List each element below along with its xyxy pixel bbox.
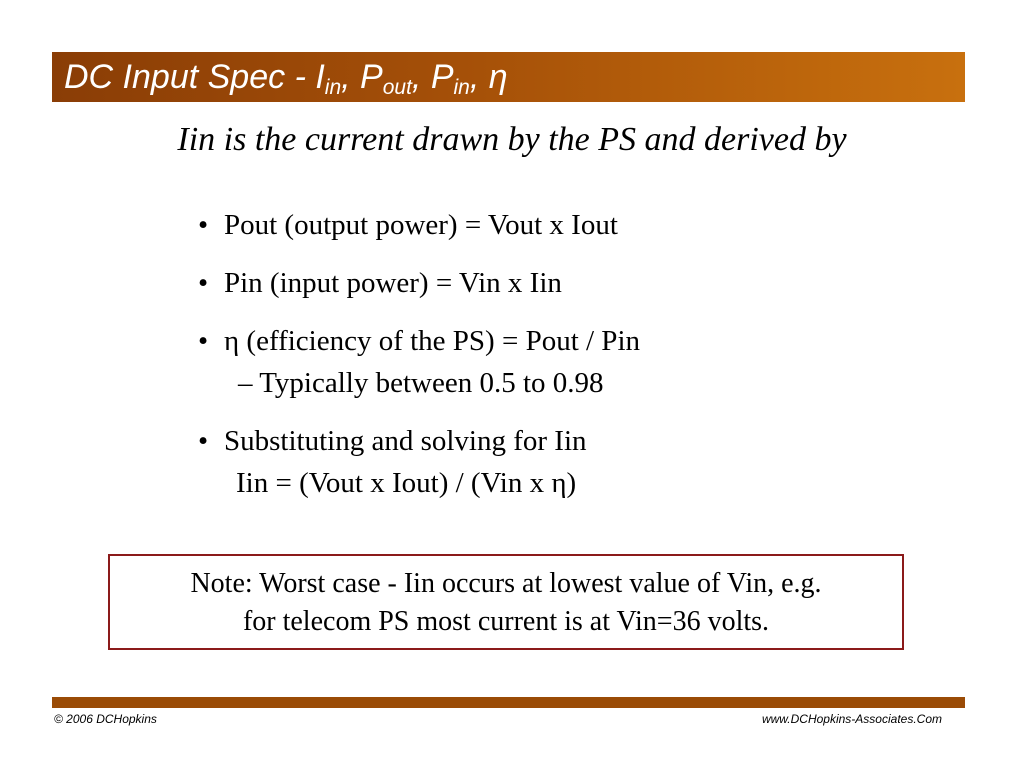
bullet-text: Pout (output power) = Vout x Iout: [224, 209, 618, 241]
note-line-2: for telecom PS most current is at Vin=36 volts.: [242, 606, 770, 637]
bullet-item: [198, 320, 818, 362]
note-line-1: Note: Worst case - Iin occurs at lowest value of Vin, e.g.: [190, 568, 822, 599]
bullet-text: Pin (input power) = Vin x Iin: [224, 267, 562, 299]
bullet-item: [198, 204, 818, 246]
slide-subtitle: Iin is the current drawn by the PS and derived by: [177, 121, 847, 158]
bullet-marker: •: [198, 209, 209, 241]
title-separator: , P: [341, 58, 383, 96]
bullet-text: η (efficiency of the PS) = Pout / Pin: [224, 325, 640, 357]
title-prefix: DC Input Spec - I: [64, 58, 325, 96]
formula: Iin = (Vout x Iout) / (Vin x η): [236, 467, 577, 499]
footer-bar: [52, 697, 965, 708]
bullet-marker: •: [198, 425, 209, 457]
note-box: [108, 554, 904, 650]
footer-website: www.DCHopkins-Associates.Com: [761, 712, 942, 726]
bullet-item: [198, 420, 818, 462]
title-subscript-in: in: [324, 76, 342, 99]
title-suffix: , η: [469, 58, 508, 96]
title-separator: , P: [411, 58, 454, 96]
title-bar: [52, 52, 965, 102]
sub-bullet: – Typically between 0.5 to 0.98: [238, 367, 604, 399]
bullet-item: [198, 262, 818, 304]
bullet-text: Substituting and solving for Iin: [224, 425, 587, 457]
bullet-list: [198, 204, 818, 504]
slide-title: [64, 57, 508, 97]
footer-copyright: © 2006 DCHopkins: [54, 712, 157, 726]
bullet-marker: •: [198, 325, 209, 357]
title-subscript-out: out: [382, 76, 412, 99]
title-subscript-in: in: [453, 76, 470, 99]
bullet-marker: •: [198, 267, 209, 299]
